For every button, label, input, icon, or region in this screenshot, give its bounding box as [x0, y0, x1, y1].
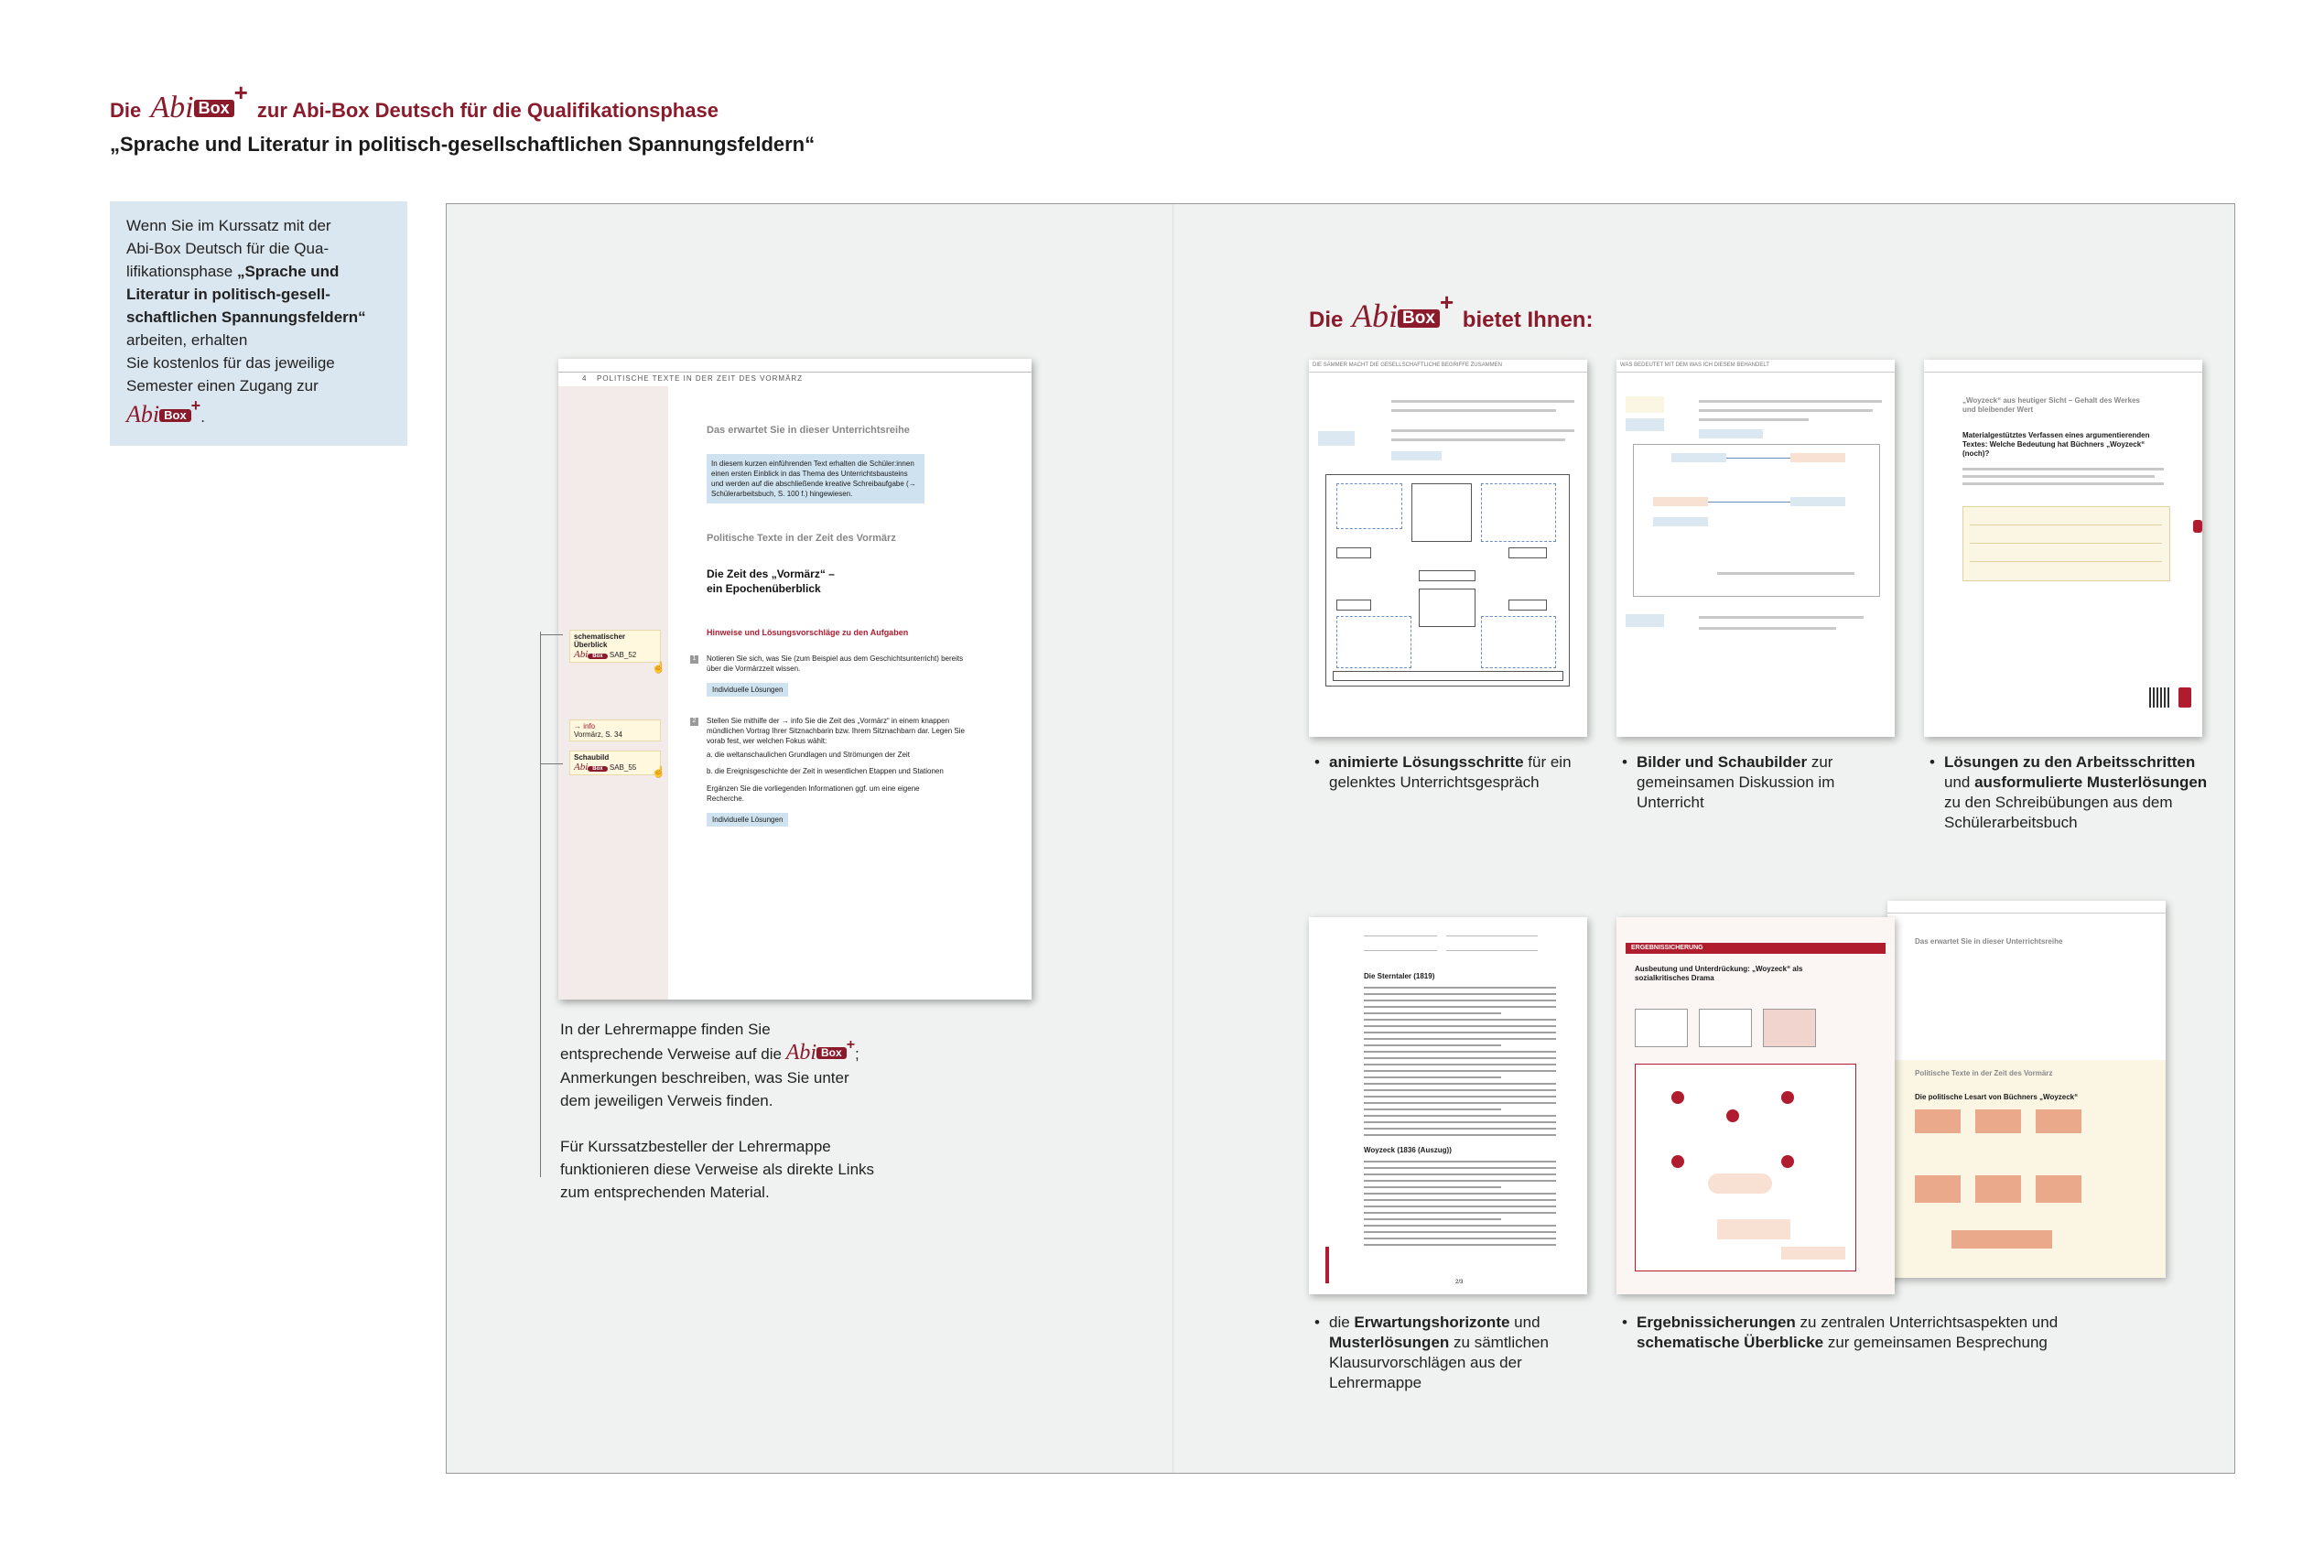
text-line: [1391, 438, 1565, 441]
unit-heading: Politische Texte in der Zeit des Vormärz: [707, 533, 896, 544]
schema-node: [1763, 1009, 1816, 1047]
publisher-mark: [2178, 687, 2191, 708]
lm-line: dem jeweiligen Verweis finden.: [560, 1092, 773, 1109]
caption-rest: zur gemeinsamen Besprechung: [1823, 1334, 2048, 1351]
caption-rest: zur gemeinsamen Diskussion im Unterricht: [1637, 753, 1835, 811]
info-bold: Literatur in politisch-gesell-: [126, 286, 330, 303]
leader-tick: [540, 763, 563, 764]
task-subitem: b. die Ereignisgeschichte der Zeit in wesentlichen Etappen und Stationen: [707, 767, 944, 775]
task-text: Stellen Sie mithilfe der → info Sie die Zeit des „Vormärz“ in einem knappen mündlichen Vortrag Ihrer Sitznachbarin bzw. Ihrem Sitznachbarn dar. Legen Sie vorab fest, wer welchen Fokus wählt:: [707, 717, 965, 745]
center-node: [1708, 1173, 1772, 1194]
abibox-logo: [574, 762, 608, 773]
benefits-die: Die: [1309, 308, 1344, 332]
page-header-rule: [558, 372, 1032, 373]
figure-icon: [1671, 1091, 1684, 1104]
leader-tick: [540, 634, 563, 635]
schema-node: [2036, 1175, 2081, 1203]
text-line: [1364, 1064, 1556, 1065]
hints-heading: Hinweise und Lösungsvorschläge zu den Aufgaben: [707, 628, 909, 637]
schema-node: [1699, 1009, 1752, 1047]
bullet: •: [1929, 753, 1935, 771]
text-line: [1364, 1225, 1556, 1227]
thumb-solutions[interactable]: [1924, 360, 2202, 737]
note-ref: SAB_55: [609, 763, 637, 772]
text-line: [1717, 572, 1854, 575]
page-number: 2/3: [1455, 1280, 1464, 1285]
caption-bold: Musterlösungen: [1329, 1334, 1450, 1351]
schema-node: [1915, 1175, 1961, 1203]
caption-rest: für ein gelenktes Unterrichtsgespräch: [1329, 753, 1572, 791]
abibox-logo: [785, 1037, 856, 1066]
schema-node: [1635, 1009, 1688, 1047]
thumb-header: DIE SÄMMER MACHT DIE GESELLSCHAFTLICHE BEGRIFFE ZUSAMMEN: [1309, 360, 1587, 373]
info-line: Abi-Box Deutsch für die Qua-: [126, 240, 330, 257]
info-end: .: [200, 408, 205, 426]
caption-rest: zu den Schreibübungen aus dem Schülerarbeitsbuch: [1944, 794, 2173, 831]
logo-plus: +: [233, 79, 248, 106]
logo-abi: Abi: [126, 401, 160, 427]
caption-bold: schematische Überblicke: [1637, 1334, 1824, 1351]
text-line: [1364, 1044, 1501, 1046]
side-mark: [1325, 1247, 1329, 1283]
task-number: 2: [690, 718, 698, 726]
lm-text: ;: [855, 1045, 859, 1063]
schema-node: [1781, 1247, 1845, 1260]
diagram-footer: [1333, 671, 1563, 681]
diagram-node: [1419, 570, 1475, 581]
text-line: [1364, 1057, 1556, 1059]
text-line: [1699, 627, 1836, 630]
bullet: •: [1622, 1314, 1627, 1331]
text-line: [1364, 1206, 1556, 1207]
diagram-node: [1411, 483, 1472, 542]
info-line: arbeiten, erhalten: [126, 331, 248, 349]
schema-edge: [1726, 458, 1790, 459]
thumb-title: Ausbeutung und Unterdrückung: „Woyzeck“ als sozialkritisches Drama: [1635, 965, 1803, 982]
schema-node: [1790, 497, 1845, 506]
text-line: [1364, 1167, 1556, 1169]
note-ref: Vormärz, S. 34: [574, 730, 622, 739]
diagram-node: [1508, 547, 1547, 558]
caption-4: [1314, 1313, 1604, 1393]
caption-bold: Erwartungshorizonte: [1354, 1314, 1510, 1331]
thumb-images-diagrams[interactable]: [1616, 360, 1895, 737]
text-line: [1364, 1212, 1556, 1214]
info-line: Semester einen Zugang zur: [126, 377, 319, 395]
caption-mid: zu zentralen Unterrichtsaspekten und: [1795, 1314, 2059, 1331]
text-line: [1364, 1186, 1501, 1188]
abibox-logo: [150, 79, 248, 125]
text-line: [1364, 1218, 1501, 1220]
task-text: Ergänzen Sie die vorliegenden Informationen ggf. um eine eigene Recherche.: [707, 784, 920, 803]
text-line: [1699, 418, 1809, 421]
info-line: Sie kostenlos für das jeweilige: [126, 354, 335, 372]
text-line: [1364, 1231, 1556, 1233]
text-line: [1391, 400, 1574, 403]
thumb-heading: Die politische Lesart von Büchners „Woyzeck“: [1915, 1093, 2079, 1101]
form-field: [1446, 943, 1538, 951]
table-row-line: [1970, 543, 2162, 544]
caption-bold: Bilder und Schaubilder: [1637, 753, 1808, 771]
schema-node: [1975, 1109, 2021, 1133]
cursor-icon: ☝: [652, 765, 665, 778]
note-ref: SAB_52: [609, 651, 637, 659]
figure-icon: [1781, 1091, 1794, 1104]
thumb-header: WAS BEDEUTET MIT DEM WAS ICH DIESEM BEHANDELT: [1616, 360, 1895, 373]
text-line: [1364, 1102, 1556, 1104]
text-line: [1364, 1180, 1556, 1182]
text-line: [1364, 1161, 1556, 1162]
schema-node: [1653, 517, 1708, 526]
schema-node: [1790, 453, 1845, 462]
cursor-icon: ☝: [652, 661, 665, 674]
banner-text: ERGEBNISSICHERUNG: [1631, 945, 1703, 951]
diagram-node: [1508, 600, 1547, 611]
leader-line: [540, 632, 541, 1177]
note-title: schematischer Überblick: [574, 633, 626, 649]
button-bar: [1391, 451, 1442, 460]
logo-abi: Abi: [1352, 297, 1399, 334]
caption-mid: und: [1944, 773, 1975, 791]
chapter-heading-2: ein Epochenüberblick: [707, 582, 821, 595]
text-line: [1699, 409, 1873, 412]
thumb-header: [1887, 901, 2166, 914]
result-frame: [1635, 1064, 1856, 1271]
note-title: → info: [574, 722, 596, 730]
caption-bold: animierte Lösungsschritte: [1329, 753, 1524, 771]
diagram-node-center: [1419, 589, 1475, 627]
text-line: [1364, 1238, 1556, 1239]
lm-line: [560, 1037, 917, 1066]
form-field: [1364, 928, 1437, 936]
diagram-node: [1481, 616, 1556, 668]
text-line: [1364, 1193, 1556, 1195]
info-line: Wenn Sie im Kurssatz mit der: [126, 217, 331, 234]
info-bold: schaftlichen Spannungsfeldern“: [126, 308, 366, 326]
caption-bold: Ergebnissicherungen: [1637, 1314, 1796, 1331]
form-field: [1446, 928, 1538, 936]
text-line: [1364, 1108, 1501, 1110]
thumb-exam[interactable]: [1309, 917, 1587, 1294]
qr-code: [2149, 687, 2169, 708]
schema-edge: [1708, 502, 1790, 503]
task-subitem: a. die weltanschaulichen Grundlagen und Strömungen der Zeit: [707, 751, 910, 759]
thumb-heading: Politische Texte in der Zeit des Vormärz: [1915, 1069, 2053, 1077]
bullet: •: [1314, 753, 1320, 771]
task-text: Notieren Sie sich, was Sie (zum Beispiel aus dem Geschichtsunterricht) bereits über die Vormärzzeit wissen.: [707, 654, 964, 673]
text-line: [1364, 1076, 1501, 1078]
abibox-logo: [126, 396, 201, 428]
button-bar: [1699, 429, 1763, 438]
text-line: [1364, 1173, 1556, 1175]
text-line: [1364, 1006, 1556, 1008]
text-line: [1364, 1051, 1556, 1053]
lm-line: Anmerkungen beschreiben, was Sie unter: [560, 1069, 849, 1087]
diagram-node: [1336, 483, 1402, 529]
bullet: •: [1622, 753, 1627, 771]
margin-ref: [1318, 431, 1355, 446]
text-line: [1364, 1012, 1501, 1014]
lm-line: In der Lehrermappe finden Sie: [560, 1021, 771, 1038]
text-line: [1699, 400, 1882, 403]
form-field: [1364, 943, 1437, 951]
logo-box: Box: [588, 654, 607, 659]
logo-box: Box: [1398, 309, 1440, 328]
title-rest: zur Abi-Box Deutsch für die Qualifikationsphase: [256, 99, 719, 122]
logo-plus: +: [846, 1037, 856, 1053]
page-number: 4: [582, 374, 587, 383]
figure-icon: [1726, 1109, 1739, 1122]
caption-rest: zu sämtlichen Klausurvorschlägen aus der Lehrermappe: [1329, 1334, 1549, 1391]
caption-mid: und: [1509, 1314, 1540, 1331]
text-line: [1364, 1025, 1556, 1027]
margin-ref: [1626, 418, 1664, 431]
caption-1: [1314, 752, 1594, 793]
text-line: [1364, 993, 1556, 995]
info-box: [110, 201, 407, 446]
schema-node: [2036, 1109, 2081, 1133]
logo-box: Box: [588, 766, 607, 772]
thumb-results[interactable]: [1616, 917, 1895, 1294]
margin-ref: [1626, 614, 1664, 627]
bullet: •: [1314, 1314, 1320, 1331]
text-line: [1364, 1128, 1556, 1130]
lm-line: zum entsprechenden Material.: [560, 1184, 770, 1201]
text-line: [1391, 409, 1556, 412]
section-heading: Das erwartet Sie in dieser Unterrichtsreihe: [707, 425, 910, 436]
text-line: [1364, 1115, 1556, 1117]
running-head: POLITISCHE TEXTE IN DER ZEIT DES VORMÄRZ: [597, 374, 804, 383]
thumb-header: [1924, 360, 2202, 373]
logo-abi: Abi: [574, 649, 589, 660]
diagram-node: [1336, 547, 1371, 558]
margin-note-schaubild[interactable]: [569, 751, 661, 775]
caption-3: [1929, 752, 2210, 833]
table-row-line: [1970, 524, 2162, 525]
schema-node: [1975, 1175, 2021, 1203]
info-text: lifikationsphase: [126, 263, 237, 280]
abibox-logo: [1352, 288, 1454, 335]
logo-abi: Abi: [785, 1041, 817, 1065]
logo-box: Box: [159, 409, 191, 422]
text-line: [1364, 1000, 1556, 1001]
schema-node: [1951, 1230, 2052, 1249]
text-line: [1364, 1083, 1556, 1085]
thumb-heading: Materialgestütztes Verfassen eines argumentierenden Textes: Welche Bedeutung hat Büchners „Woyzeck“ (noch)?: [1962, 431, 2150, 458]
text-line: [1364, 1244, 1556, 1246]
caption-5: [1622, 1313, 2094, 1353]
text-line: [1364, 1096, 1556, 1098]
thumb-title: „Woyzeck“ aus heutiger Sicht – Gehalt des Werkes und bleibender Wert: [1962, 396, 2140, 414]
caption-bold: Lösungen zu den Arbeitsschritten: [1944, 753, 2196, 771]
text-line: [1364, 1089, 1556, 1091]
diagram-node: [1336, 616, 1411, 668]
abibox-logo: [574, 649, 608, 660]
text-line: [1364, 1019, 1556, 1021]
text-line: [1391, 429, 1574, 432]
schema-node: [1653, 497, 1708, 506]
thumb-overview-back[interactable]: [1887, 901, 2166, 1278]
page-title: [110, 79, 719, 125]
info-logo-line: [126, 396, 391, 428]
solution-button[interactable]: Individuelle Lösungen: [707, 813, 788, 827]
logo-plus: +: [1439, 288, 1454, 316]
logo-abi: Abi: [574, 762, 589, 773]
lm-line: funktionieren diese Verweise als direkte Links: [560, 1161, 875, 1178]
caption-pre: die: [1329, 1314, 1355, 1331]
margin-note-overview[interactable]: [569, 630, 661, 663]
text-line: [1364, 1032, 1556, 1033]
schema-node: [1671, 453, 1726, 462]
text-line: [1962, 482, 2164, 485]
diagram-node: [1336, 600, 1371, 611]
logo-box: Box: [194, 100, 234, 117]
info-bold: „Sprache und: [236, 263, 340, 280]
caption-2: [1622, 752, 1902, 813]
info-line: [126, 260, 391, 283]
teacher-page-preview: [558, 359, 1032, 1000]
text-line: [1364, 1199, 1556, 1201]
text-line: [1699, 616, 1864, 619]
margin-note-info[interactable]: [569, 719, 661, 741]
text-line: [1364, 1134, 1556, 1136]
logo-box: Box: [816, 1047, 847, 1059]
text-line: [1364, 1121, 1556, 1123]
lm-line: Für Kurssatzbesteller der Lehrermappe: [560, 1138, 831, 1155]
note-ref-line: [574, 762, 656, 773]
page-subtitle: „Sprache und Literatur in politisch-gesellschaftlichen Spannungsfeldern“: [110, 133, 816, 156]
text-line: [1962, 468, 2164, 470]
schema-node: [1717, 1219, 1790, 1239]
intro-box: In diesem kurzen einführenden Text erhalten die Schüler:innen einen ersten Einblick in das Thema des Unterrichtsbausteins und werden auf die abschließende kreative Schreibaufgabe (→ Schülerarbeitsbuch, S. 100 f.) hingewiesen.: [707, 454, 924, 503]
text-line: [1364, 1038, 1556, 1040]
benefits-rest: bietet Ihnen:: [1462, 308, 1594, 332]
table-row-line: [1970, 561, 2162, 562]
logo-plus: +: [190, 396, 201, 415]
text-line: [1962, 475, 2155, 478]
benefits-heading: [1309, 288, 1594, 335]
thumb-animated-steps[interactable]: [1309, 360, 1587, 737]
title-die: Die: [110, 99, 142, 122]
lm-text: entsprechende Verweise auf die: [560, 1045, 782, 1063]
page-margin-column: [558, 386, 668, 1000]
red-tab: [2193, 520, 2202, 533]
figure-icon: [1671, 1155, 1684, 1168]
schema-node: [1915, 1109, 1961, 1133]
teacher-folder-text: [560, 1018, 917, 1204]
margin-note: [1626, 396, 1664, 413]
note-title: Schaubild: [574, 753, 610, 762]
thumb-title: Das erwartet Sie in dieser Unterrichtsreihe: [1915, 937, 2063, 946]
figure-icon: [1781, 1155, 1794, 1168]
caption-bold: ausformulierte Musterlösungen: [1974, 773, 2208, 791]
text-title: Woyzeck (1836 (Auszug)): [1364, 1146, 1452, 1154]
text-title: Die Sterntaler (1819): [1364, 972, 1435, 980]
solution-table: [1962, 506, 2170, 581]
diagram-node: [1481, 483, 1556, 542]
chapter-heading-1: Die Zeit des „Vormärz“ –: [707, 568, 835, 580]
text-line: [1364, 1070, 1556, 1072]
logo-abi: Abi: [150, 91, 194, 124]
solution-button[interactable]: Individuelle Lösungen: [707, 683, 788, 697]
task-number: 1: [690, 655, 698, 664]
note-ref-line: [574, 649, 656, 660]
text-line: [1364, 987, 1556, 989]
